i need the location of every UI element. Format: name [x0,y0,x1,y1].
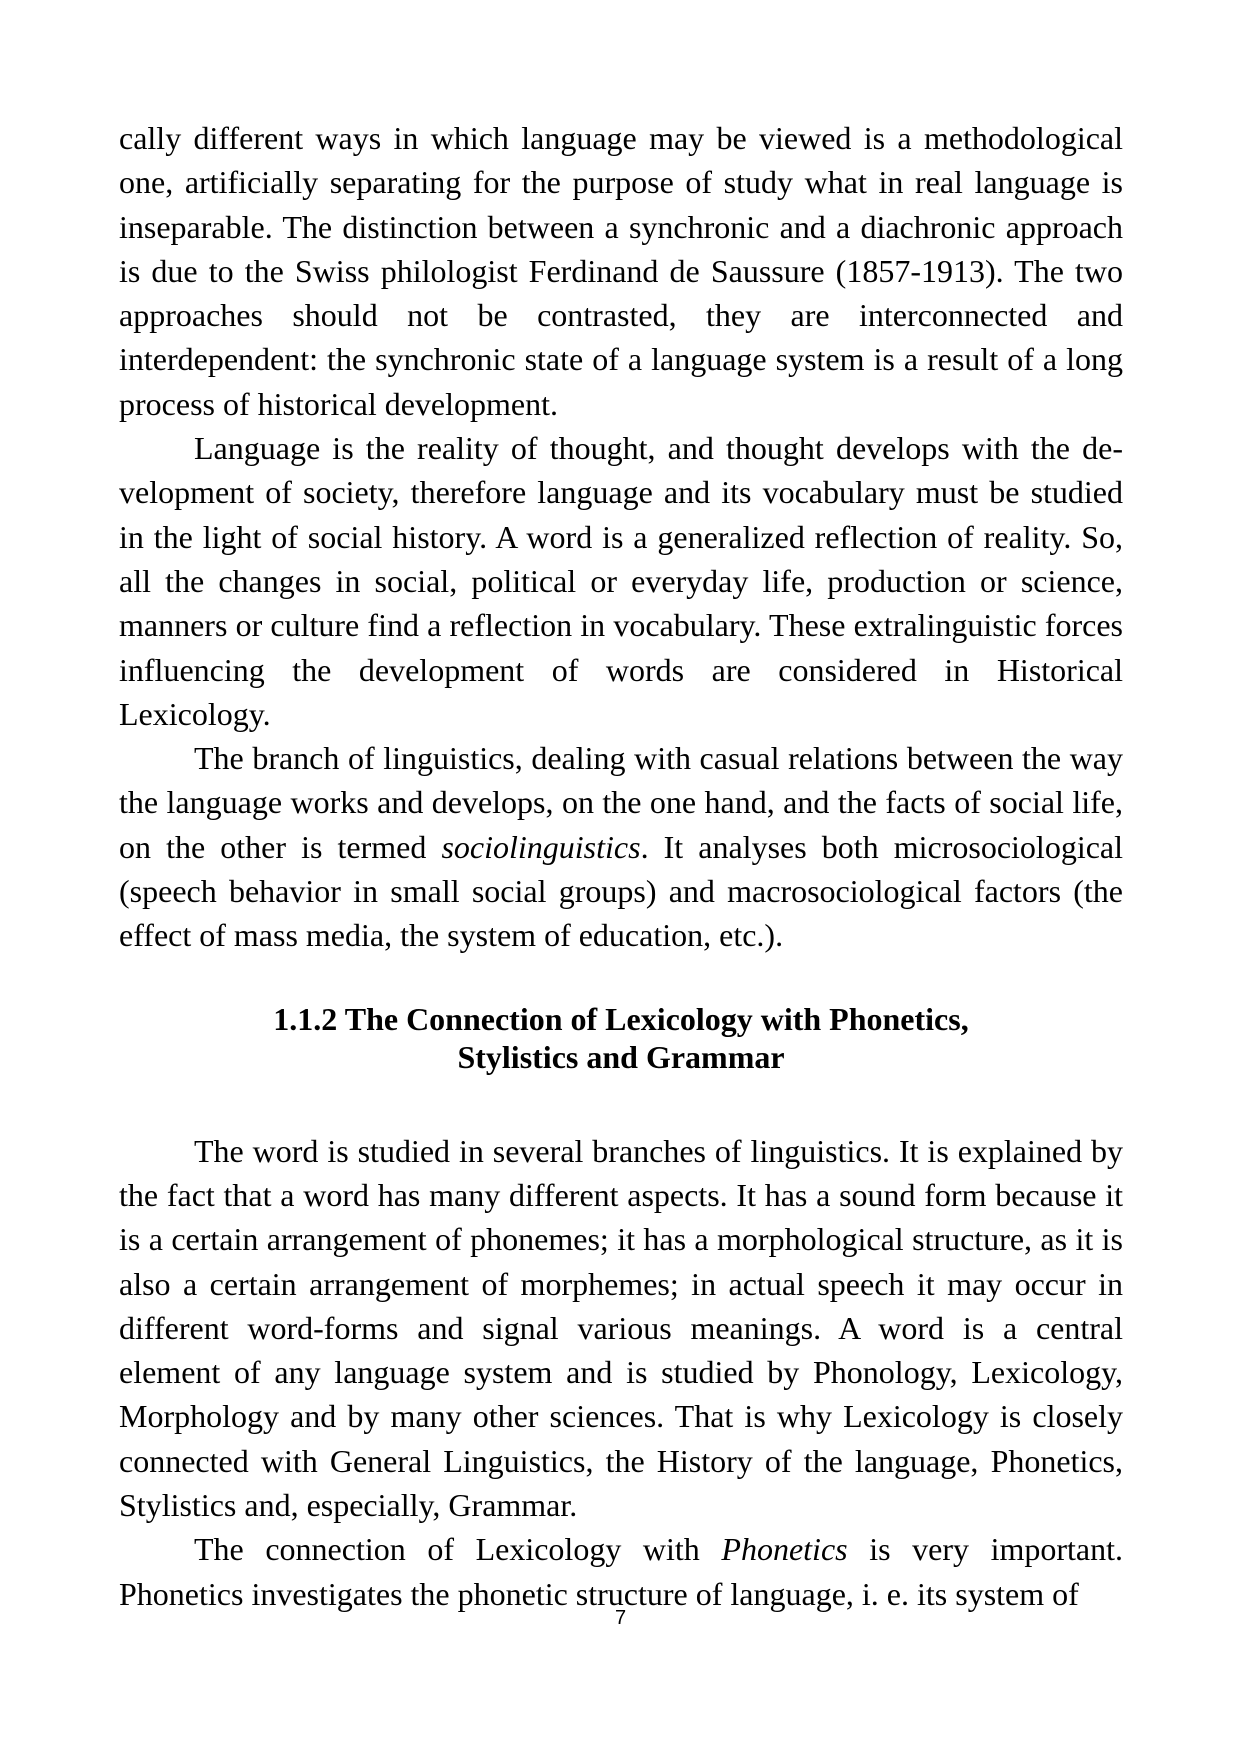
paragraph-synchronic-diachronic: cally different ways in which language may be viewed is a methodological one, artificially separating for the purpose of study what in real language is inseparable. The distinction between a synchronic and a diachronic approach is due to the Swiss philologist Ferdinand de Saussure (1857-1913). The two approaches should not be contrasted, they are interconnected and interdependent: the synchronic state of a language system is a result of a long process of historical development. [119,120,1123,422]
paragraph-sociolinguistics-text-before: The branch of linguistics, dealing with casual relations between the way the language works and develops, on the one hand, and the facts of social life, on the other is termed [119,740,1123,865]
term-phonetics: Phonetics [721,1531,848,1568]
paragraph-sociolinguistics-text-after: . It analyses both microsociological (speech behavior in small social groups) and macrosociological factors (the effect of mass media, the system of education, etc.). [119,828,1124,954]
page-number: 7 [614,1607,627,1629]
paragraph-phonetics-text-before: The connection of Lexicology with [194,1531,722,1568]
section-heading [119,1000,1123,1076]
paragraph-word-branches: The word is studied in several branches of linguistics. It is explained by the fact that a word has many different aspects. It has a sound form because it is a certain arrangement of phonemes; it has a morphological structure, as it is also a certain arrangement of morphemes; in actual speech it may occur in different word-forms and signal various meanings. A word is a central element of any language system and is studied by Phonology, Lexicology, Morphology and by many other sciences. That is why Lexicology is closely connected with General Linguistics, the History of the language, Phonetics, Stylistics and, especially, Grammar. [119,1132,1123,1524]
paragraph-phonetics [119,1527,1123,1616]
paragraph-phonetics-text-after: is very important. Phonetics investigates the phonetic structure of language, i. e. its system of [119,1531,1124,1612]
section-heading-line-1: 1.1.2 The Connection of Lexicology with Phonetics, [273,1000,969,1037]
section-heading-line-2: Stylistics and Grammar [457,1038,785,1075]
paragraph-sociolinguistics [119,736,1123,957]
paragraph-language-thought: Language is the reality of thought, and thought develops with the development of society, therefore language and its vocabulary must be studied in the light of social history. A word is a generalized reflection of reality. So, all the changes in social, political or everyday life, production or science, manners or culture find a reflection in vocabulary. These extralinguistic forces influencing the development of words are considered in Historical Lexicology. [119,430,1123,732]
page-body [119,116,1123,1616]
term-sociolinguistics: sociolinguistics [441,828,641,865]
